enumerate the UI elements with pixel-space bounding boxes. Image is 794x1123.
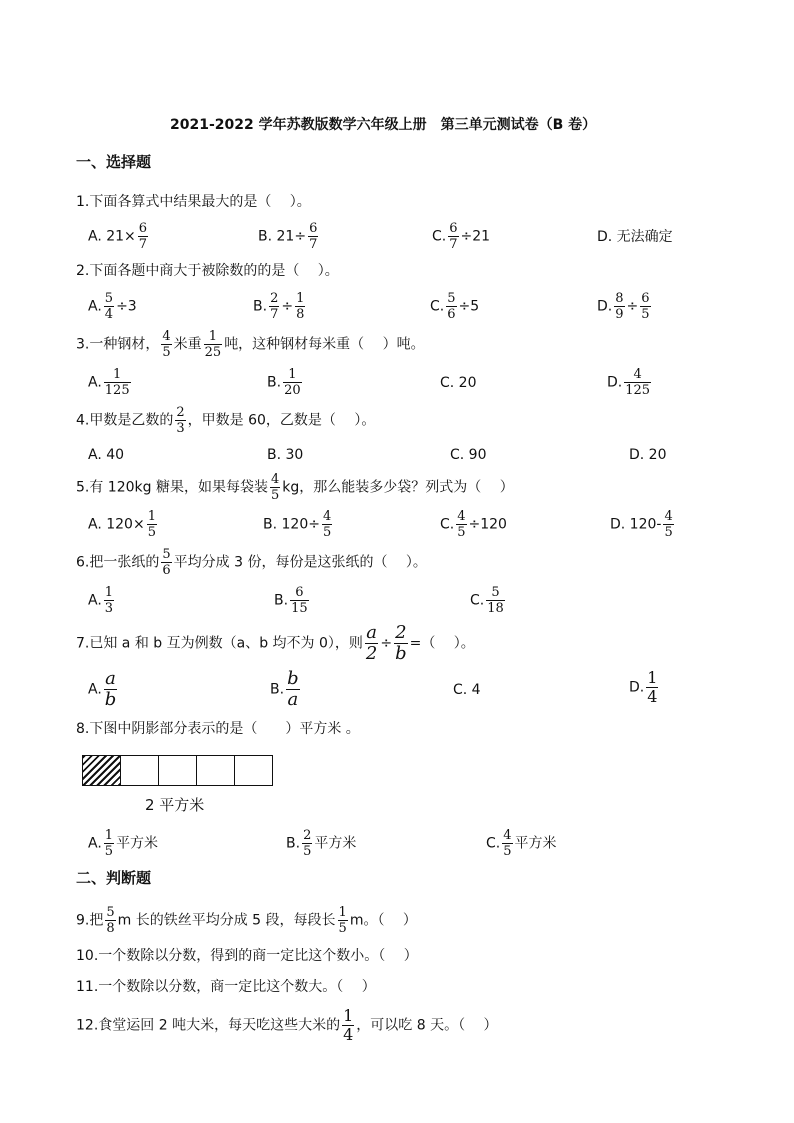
numerator: a xyxy=(105,668,116,689)
numerator: 6 xyxy=(449,221,458,236)
denominator: 7 xyxy=(270,307,279,322)
option-text: A. xyxy=(88,298,102,315)
question-2: 2.下面各题中商大于被除数的的是（ ）。 xyxy=(76,263,339,279)
numerator: 2 xyxy=(270,291,279,306)
denominator: 4 xyxy=(343,1025,354,1044)
question-9 xyxy=(76,906,417,935)
denominator: 5 xyxy=(270,488,280,503)
fraction xyxy=(138,222,148,251)
fraction xyxy=(147,510,157,539)
q3-option-b xyxy=(267,368,304,397)
denominator: 7 xyxy=(309,237,318,252)
operator: ÷ xyxy=(380,635,393,652)
option-text: A. 21× xyxy=(88,228,136,245)
question-6 xyxy=(76,548,427,577)
numerator: 6 xyxy=(138,221,148,236)
numerator: 1 xyxy=(343,1006,354,1025)
fraction xyxy=(394,624,408,663)
denominator: 5 xyxy=(162,345,171,360)
numerator: 1 xyxy=(104,368,131,383)
numerator: 5 xyxy=(106,905,115,920)
question-text: ，可以吃 8 天。（ ） xyxy=(356,1017,498,1034)
option-text: ÷5 xyxy=(458,298,480,315)
option-text: D. xyxy=(597,298,613,315)
question-text: =（ ）。 xyxy=(409,635,475,652)
question-text: kg，那么能装多少袋？列式为（ ） xyxy=(282,479,514,496)
q3-option-c: C. 20 xyxy=(440,375,477,391)
option-text: ÷120 xyxy=(468,516,507,533)
option-text: 平方米 xyxy=(116,835,159,852)
fraction xyxy=(204,330,223,359)
q5-option-b xyxy=(263,510,334,539)
fraction xyxy=(161,330,171,359)
operator: ÷ xyxy=(626,298,639,315)
fraction xyxy=(365,624,378,663)
denominator: 6 xyxy=(162,563,171,578)
question-text: 米重 xyxy=(173,336,202,353)
figure-label: 2 平方米 xyxy=(145,796,205,814)
page-title: 2021-2022 学年苏教版数学六年级上册 第三单元测试卷（B 卷） xyxy=(170,117,597,133)
option-text: ÷21 xyxy=(460,228,491,245)
option-text: B. 21÷ xyxy=(258,228,307,245)
q4-option-c: C. 90 xyxy=(450,447,487,463)
fraction xyxy=(502,829,512,858)
question-text: 6.把一张纸的 xyxy=(76,554,160,571)
question-7 xyxy=(76,624,475,663)
denominator: 3 xyxy=(104,601,114,616)
denominator: 125 xyxy=(625,383,651,398)
option-text: B. 120÷ xyxy=(263,516,320,533)
option-text: A. xyxy=(88,592,102,609)
numerator: 8 xyxy=(615,291,624,306)
q8-option-b xyxy=(286,829,356,858)
question-text: 9.把 xyxy=(76,912,104,929)
fraction xyxy=(322,510,332,539)
question-3 xyxy=(76,330,425,359)
blank-cell xyxy=(196,755,235,786)
q1-option-a xyxy=(88,222,150,251)
q5-option-d xyxy=(610,510,676,539)
question-text: 4.甲数是乙数的 xyxy=(76,412,174,429)
q2-option-d xyxy=(597,292,653,321)
fraction xyxy=(269,292,279,321)
shaded-cell xyxy=(82,755,121,786)
question-text: 3.一种钢材， xyxy=(76,336,160,353)
denominator: 9 xyxy=(615,307,624,322)
option-text: C. xyxy=(430,298,445,315)
denominator: 5 xyxy=(664,525,673,540)
question-1: 1.下面各算式中结果最大的是（ ）。 xyxy=(76,194,311,210)
option-text: B. xyxy=(270,681,285,698)
section-heading-judgement: 二、判断题 xyxy=(76,869,152,887)
q5-option-c xyxy=(440,510,507,539)
denominator: 18 xyxy=(487,601,504,616)
denominator: 20 xyxy=(284,383,301,398)
denominator: 5 xyxy=(641,307,650,322)
denominator: 6 xyxy=(447,307,456,322)
fraction xyxy=(624,368,651,397)
question-11: 11.一个数除以分数，商一定比这个数大。（ ） xyxy=(76,979,376,995)
numerator: 1 xyxy=(104,585,114,600)
question-text: 12.食堂运回 2 吨大米，每天吃这些大米的 xyxy=(76,1017,341,1034)
numerator: 1 xyxy=(204,330,223,345)
q6-option-b xyxy=(274,586,311,615)
numerator: 4 xyxy=(162,329,171,344)
question-text: 7.已知 a 和 b 互为例数（a、b 均不为 0），则 xyxy=(76,635,363,652)
denominator: 7 xyxy=(138,237,148,252)
fraction xyxy=(104,292,114,321)
numerator: 4 xyxy=(270,472,280,487)
fraction xyxy=(104,829,114,858)
denominator: 5 xyxy=(147,525,156,540)
q7-option-c: C. 4 xyxy=(453,682,481,698)
option-text: C. xyxy=(486,835,501,852)
fraction xyxy=(663,510,673,539)
fraction xyxy=(104,368,131,397)
option-text: A. 120× xyxy=(88,516,145,533)
numerator: 2 xyxy=(303,828,312,843)
denominator: 5 xyxy=(338,921,347,936)
numerator: 2 xyxy=(176,405,185,420)
q1-option-d: D. 无法确定 xyxy=(597,229,673,245)
blank-cell xyxy=(120,755,159,786)
numerator: 4 xyxy=(664,509,673,524)
blank-cell xyxy=(234,755,273,786)
numerator: 5 xyxy=(447,291,456,306)
option-text: A. xyxy=(88,374,102,391)
numerator: 6 xyxy=(309,221,318,236)
numerator: 1 xyxy=(338,905,347,920)
option-text: B. xyxy=(267,374,282,391)
fraction xyxy=(486,586,505,615)
denominator: 3 xyxy=(176,421,185,436)
numerator: 1 xyxy=(283,368,302,383)
fraction xyxy=(290,586,309,615)
question-text: ，甲数是 60，乙数是（ ）。 xyxy=(187,412,376,429)
q5-option-a xyxy=(88,510,159,539)
fraction xyxy=(646,670,658,705)
q2-option-c xyxy=(430,292,479,321)
q4-option-b: B. 30 xyxy=(267,447,304,463)
option-text: ÷3 xyxy=(116,298,137,315)
numerator: a xyxy=(366,622,377,643)
denominator: 5 xyxy=(457,525,466,540)
option-text: B. xyxy=(274,592,289,609)
fraction xyxy=(456,510,466,539)
option-text: C. xyxy=(432,228,447,245)
fraction xyxy=(270,473,280,502)
denominator: 15 xyxy=(291,601,308,616)
numerator: 4 xyxy=(624,368,651,383)
operator: ÷ xyxy=(281,298,294,315)
numerator: 5 xyxy=(486,586,505,601)
option-text: A. xyxy=(88,835,102,852)
denominator: 5 xyxy=(503,844,512,859)
q1-option-c xyxy=(432,222,490,251)
fraction xyxy=(104,586,114,615)
option-text: C. xyxy=(440,516,455,533)
question-text: m 长的铁丝平均分成 5 段，每段长 xyxy=(117,912,336,929)
denominator: 2 xyxy=(365,643,378,664)
denominator: 8 xyxy=(296,307,305,322)
numerator: 4 xyxy=(322,509,332,524)
numerator: 4 xyxy=(457,509,466,524)
fraction xyxy=(640,292,650,321)
numerator: b xyxy=(287,668,299,689)
denominator: 25 xyxy=(204,345,222,360)
denominator: 8 xyxy=(106,921,115,936)
option-text: D. xyxy=(629,679,645,696)
numerator: 5 xyxy=(104,291,114,306)
q2-option-b xyxy=(253,292,307,321)
q3-option-a xyxy=(88,368,133,397)
q1-option-b xyxy=(258,222,320,251)
denominator: 4 xyxy=(104,307,114,322)
denominator: 7 xyxy=(449,237,458,252)
fraction xyxy=(342,1008,354,1043)
numerator: 1 xyxy=(296,291,305,306)
denominator: 5 xyxy=(104,844,114,859)
question-text: 5.有 120kg 糖果，如果每袋装 xyxy=(76,479,268,496)
fraction xyxy=(283,368,302,397)
fraction xyxy=(105,906,115,935)
denominator: 4 xyxy=(647,687,658,706)
q6-option-a xyxy=(88,586,116,615)
fraction xyxy=(308,222,318,251)
option-text: A. xyxy=(88,681,102,698)
option-text: 平方米 xyxy=(314,835,357,852)
numerator: 1 xyxy=(104,828,114,843)
fraction xyxy=(448,222,458,251)
numerator: 4 xyxy=(503,828,512,843)
q6-option-c xyxy=(470,586,507,615)
question-text: 吨，这种钢材每米重（ ）吨。 xyxy=(224,336,425,353)
q8-option-c xyxy=(486,829,557,858)
q8-option-a xyxy=(88,829,158,858)
option-text: B. xyxy=(286,835,301,852)
section-heading-choice: 一、选择题 xyxy=(76,153,152,171)
q7-option-d xyxy=(629,670,660,705)
option-text: C. xyxy=(470,592,485,609)
question-8: 8.下图中阴影部分表示的是（ ）平方米 。 xyxy=(76,721,360,737)
question-text: m。（ ） xyxy=(349,912,417,929)
fraction xyxy=(302,829,312,858)
denominator: 5 xyxy=(322,525,332,540)
denominator: a xyxy=(287,689,299,710)
denominator: 5 xyxy=(303,844,312,859)
numerator: 1 xyxy=(647,668,658,687)
fraction xyxy=(614,292,624,321)
numerator: 6 xyxy=(290,586,309,601)
fraction xyxy=(446,292,456,321)
q2-option-a xyxy=(88,292,137,321)
question-12 xyxy=(76,1008,498,1043)
fraction xyxy=(295,292,305,321)
fraction xyxy=(286,670,300,709)
q7-option-b xyxy=(270,670,302,709)
option-text: D. 120- xyxy=(610,516,662,533)
q4-option-d: D. 20 xyxy=(629,447,667,463)
fraction xyxy=(175,406,185,435)
fraction xyxy=(104,670,118,709)
question-text: 平均分成 3 份，每份是这张纸的（ ）。 xyxy=(173,554,427,571)
fraction xyxy=(338,906,348,935)
denominator: b xyxy=(104,689,117,710)
question-4 xyxy=(76,406,375,435)
q4-option-a: A. 40 xyxy=(88,447,125,463)
question-5 xyxy=(76,473,514,502)
q7-option-a xyxy=(88,670,119,709)
q3-option-d xyxy=(607,368,653,397)
option-text: 平方米 xyxy=(514,835,557,852)
denominator: b xyxy=(395,643,407,664)
option-text: B. xyxy=(253,298,268,315)
question-10: 10.一个数除以分数，得到的商一定比这个数小。（ ） xyxy=(76,948,418,964)
denominator: 125 xyxy=(104,383,130,398)
numerator: 1 xyxy=(147,509,156,524)
blank-cell xyxy=(158,755,197,786)
numerator: 6 xyxy=(641,291,650,306)
option-text: D. xyxy=(607,374,623,391)
numerator: 2 xyxy=(395,622,407,643)
fraction xyxy=(161,548,171,577)
numerator: 5 xyxy=(162,547,171,562)
